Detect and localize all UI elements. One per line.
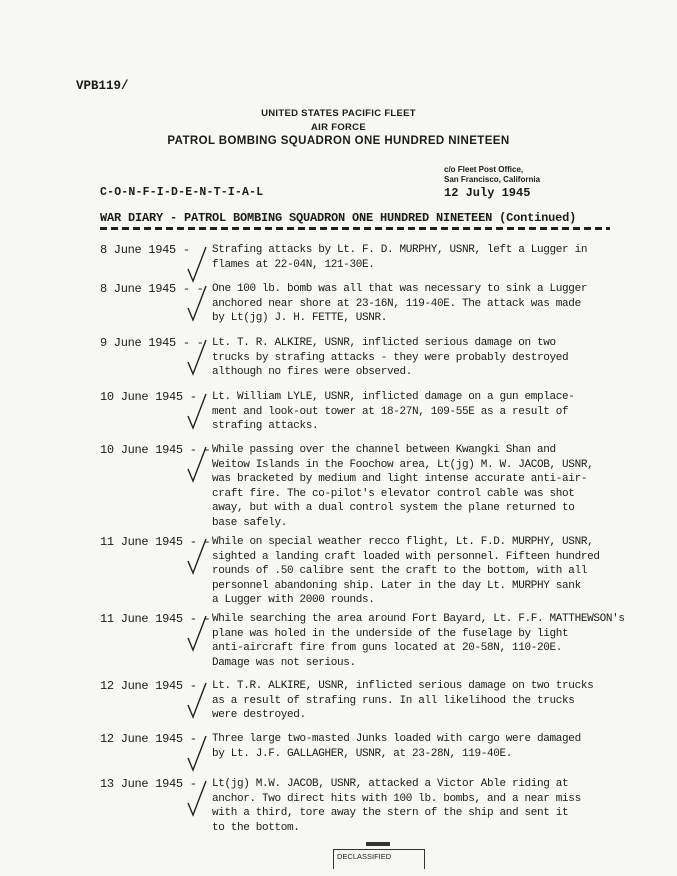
- entry-line: Strafing attacks by Lt. F. D. MURPHY, USNR, left a Lugger in: [212, 244, 588, 256]
- entry-line: personnel abandoning ship. Later in the day Lt. MURPHY sank: [212, 579, 581, 592]
- file-reference: VPB119/: [76, 79, 129, 93]
- entry-text: [212, 777, 642, 835]
- address-line-2: San Francisco, California: [444, 175, 541, 184]
- classification: C-O-N-F-I-D-E-N-T-I-A-L: [100, 186, 264, 199]
- entry-line: a Lugger with 2000 rounds.: [212, 594, 375, 606]
- entry-line: anchored near shore at 23-16N, 119-40E. The attack was made: [212, 297, 581, 310]
- entry-line: Lt. William LYLE, USNR, inflicted damage on a gun emplace-: [212, 391, 575, 403]
- entry-text: [212, 243, 642, 272]
- checkmark-icon: [182, 732, 210, 776]
- entry-text: [212, 679, 642, 723]
- entry-date: 13 June 1945 -: [100, 777, 197, 791]
- entry-text: [212, 535, 642, 608]
- entry-line: Lt(jg) M.W. JACOB, USNR, attacked a Victor Able riding at: [212, 778, 569, 790]
- checkmark-icon: [182, 336, 210, 380]
- entry-line: Three large two-masted Junks loaded with cargo were damaged: [212, 733, 581, 745]
- entry-line: While passing over the channel between Kwangki Shan and: [212, 444, 556, 456]
- declassified-stamp: DECLASSIFIED: [333, 849, 425, 869]
- entry-text: [212, 282, 642, 326]
- entry-date: 10 June 1945 -: [100, 390, 197, 404]
- entry-date: 10 June 1945 - -: [100, 443, 211, 457]
- entry-date: 9 June 1945 - -: [100, 336, 204, 350]
- entry-line: away, but with a dual control system the plane returned to: [212, 502, 575, 514]
- entry-line: flames at 22-04N, 121-30E.: [212, 258, 375, 271]
- entry-text: [212, 732, 642, 761]
- checkmark-icon: [182, 443, 210, 487]
- checkmark-icon: [182, 243, 210, 287]
- entry-text: [212, 390, 642, 434]
- entry-text: [212, 336, 642, 380]
- entry-line: Lt. T. R. ALKIRE, USNR, inflicted serious damage on two: [212, 337, 556, 349]
- checkmark-icon: [182, 282, 210, 326]
- entry-line: strafing attacks.: [212, 420, 319, 432]
- checkmark-icon: [182, 612, 210, 656]
- stamp-mark: [366, 842, 390, 846]
- entry-date: 11 June 1945 - -: [100, 535, 211, 549]
- entry-line: as a result of strafing runs. In all likelihood the trucks: [212, 694, 575, 707]
- entry-text: [212, 443, 642, 530]
- diary-title: WAR DIARY - PATROL BOMBING SQUADRON ONE HUNDRED NINETEEN (Continued): [100, 211, 577, 225]
- entry-line: by Lt(jg) J. H. FETTE, USNR.: [212, 312, 388, 324]
- entry-line: base safely.: [212, 516, 288, 529]
- header-air-force: AIR FORCE: [311, 122, 366, 133]
- entry-date: 12 June 1945 -: [100, 679, 197, 693]
- entry-line: to the bottom.: [212, 821, 300, 834]
- header-fleet: UNITED STATES PACIFIC FLEET: [261, 108, 416, 119]
- entry-line: anti-aircraft fire from guns located at 20-58N, 110-20E.: [212, 642, 563, 654]
- entry-line: plane was holed in the underside of the fuselage by light: [212, 627, 569, 640]
- entry-line: Weitow Islands in the Foochow area, Lt(jg) M. W. JACOB, USNR,: [212, 458, 594, 471]
- entry-date: 11 June 1945 - -: [100, 612, 211, 626]
- entry-line: Damage was not serious.: [212, 656, 356, 669]
- checkmark-icon: [182, 390, 210, 434]
- entry-line: with a third, tore away the stern of the ship and sent it: [212, 807, 569, 819]
- checkmark-icon: [182, 777, 210, 821]
- entry-line: One 100 lb. bomb was all that was necessary to sink a Lugger: [212, 283, 588, 295]
- entry-line: were destroyed.: [212, 709, 306, 721]
- entry-text: [212, 612, 642, 670]
- entry-line: by Lt. J.F. GALLAGHER, USNR, at 23-28N, 119-40E.: [212, 747, 513, 760]
- entry-line: While searching the area around Fort Bayard, Lt. F.F. MATTHEWSON's: [212, 613, 625, 625]
- header-squadron: PATROL BOMBING SQUADRON ONE HUNDRED NINETEEN: [167, 135, 510, 147]
- entry-line: craft fire. The co-pilot's elevator control cable was shot: [212, 487, 575, 500]
- address-line-1: c/o Fleet Post Office,: [444, 165, 524, 174]
- entry-line: rounds of .50 calibre sent the craft to the bottom, with all: [212, 565, 588, 577]
- entry-date: 12 June 1945 -: [100, 732, 197, 746]
- entry-date: 8 June 1945 - -: [100, 282, 204, 296]
- checkmark-icon: [182, 535, 210, 579]
- entry-line: anchor. Two direct hits with 100 lb. bombs, and a near miss: [212, 792, 581, 805]
- entry-line: While on special weather recco flight, Lt. F.D. MURPHY, USNR,: [212, 536, 594, 548]
- dashed-rule: [100, 227, 610, 230]
- entry-line: ment and look-out tower at 18-27N, 109-55E as a result of: [212, 405, 569, 418]
- entry-line: trucks by strafing attacks - they were probably destroyed: [212, 351, 569, 364]
- document-date: 12 July 1945: [444, 186, 531, 200]
- entry-line: sighted a landing craft loaded with personnel. Fifteen hundred: [212, 550, 600, 563]
- entry-line: Lt. T.R. ALKIRE, USNR, inflicted serious damage on two trucks: [212, 680, 594, 692]
- entry-date: 8 June 1945 -: [100, 243, 190, 257]
- entry-line: was bracketed by medium and light intense accurate anti-air-: [212, 473, 588, 485]
- entry-line: although no fires were observed.: [212, 366, 413, 378]
- checkmark-icon: [182, 679, 210, 723]
